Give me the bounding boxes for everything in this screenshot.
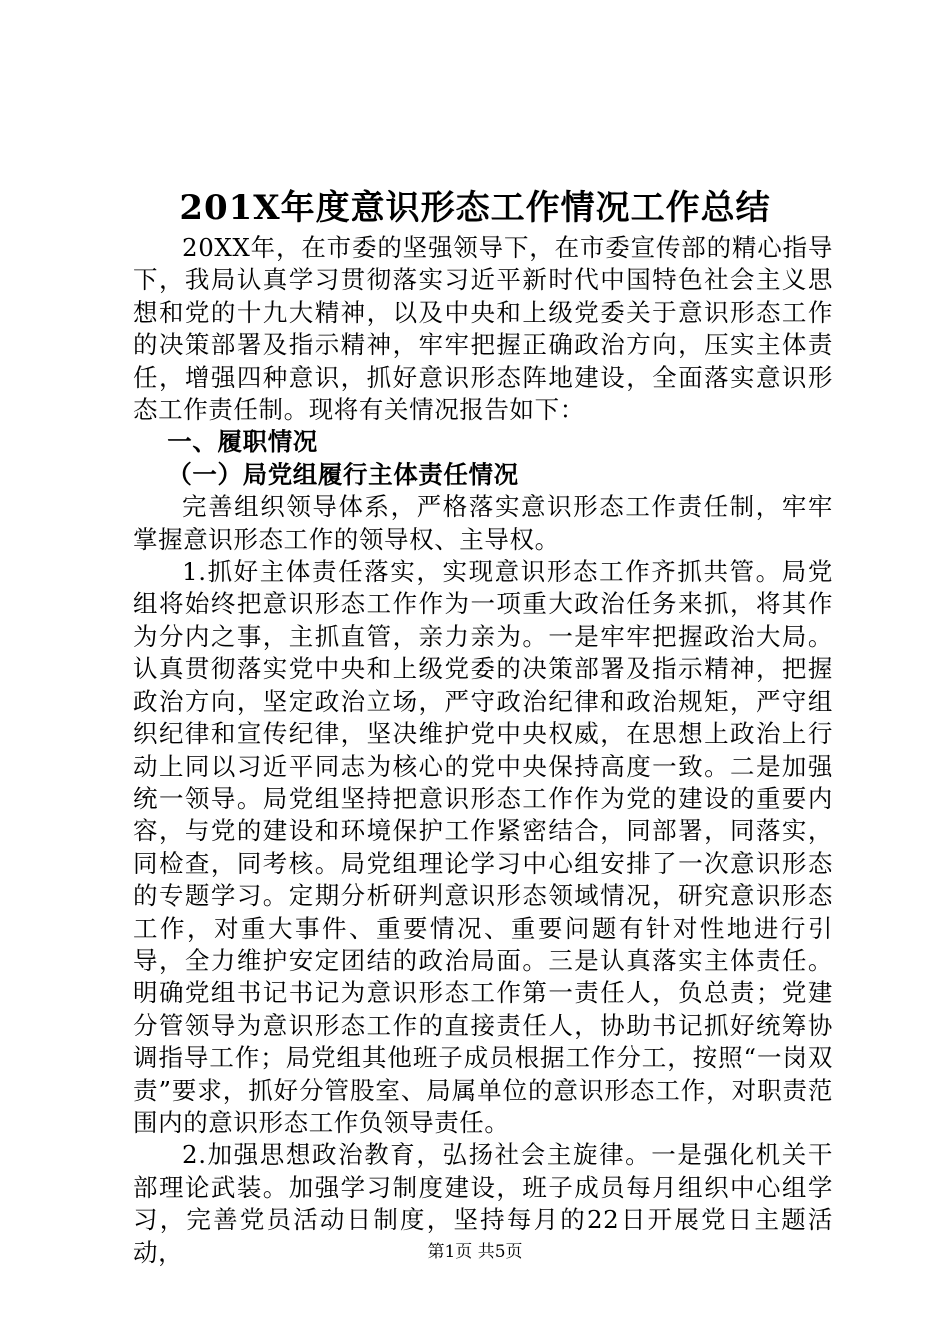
body-paragraph: 1.抓好主体责任落实，实现意识形态工作齐抓共管。局党组将始终把意识形态工作作为一项重大政治任务来抓，将其作为分内之事，主抓直管，亲力亲为。一是牢牢把握政治大局。认真贯彻落实党中央和上级党委的决策部署及指示精神，把握政治方向，坚定政治立场，严守政治纪律和政治规矩，严守组织纪律和宣传纪律，坚决维护党中央权威，在思想上政治上行动上同以习近平同志为核心的党中央保持高度一致。二是加强统一领导。局党组坚持把意识形态工作作为党的建设的重要内容，与党的建设和环境保护工作紧密结合，同部署，同落实，同检查，同考核。局党组理论学习中心组安排了一次意识形态的专题学习。定期分析研判意识形态领域情况，研究意识形态工作，对重大事件、重要情况、重要问题有针对性地进行引导，全力维护安定团结的政治局面。三是认真落实主体责任。明确党组书记书记为意识形态工作第一责任人，负总责；党建分管领导为意识形态工作的直接责任人，协助书记抓好统筹协调指导工作；局党组其他班子成员根据工作分工，按照“一岗双责”要求，抓好分管股室、局属单位的意识形态工作，对职责范围内的意识形态工作负领导责任。 (133, 557, 833, 1137)
section-heading: 一、履职情况 (167, 427, 318, 457)
page-footer: 第1页 共5页 (427, 1242, 523, 1262)
body-paragraph: 2.加强思想政治教育，弘扬社会主旋律。一是强化机关干部理论武装。加强学习制度建设，班子成员每月组织中心组学习，完善党员活动日制度，坚持每月的22日开展党日主题活动， (133, 1140, 833, 1267)
body-paragraph: 完善组织领导体系，严格落实意识形态工作责任制，牢牢掌握意识形态工作的领导权、主导权。 (133, 492, 833, 554)
document-title: 201X年度意识形态工作情况工作总结 (179, 188, 771, 228)
subsection-heading: （一）局党组履行主体责任情况 (167, 459, 519, 489)
document-body (133, 232, 833, 1269)
intro-paragraph: 20XX年，在市委的坚强领导下，在市委宣传部的精心指导下，我局认真学习贯彻落实习近平新时代中国特色社会主义思想和党的十九大精神，以及中央和上级党委关于意识形态工作的决策部署及指示精神，牢牢把握正确政治方向，压实主体责任，增强四种意识，抓好意识形态阵地建设，全面落实意识形态工作责任制。现将有关情况报告如下： (133, 233, 833, 425)
